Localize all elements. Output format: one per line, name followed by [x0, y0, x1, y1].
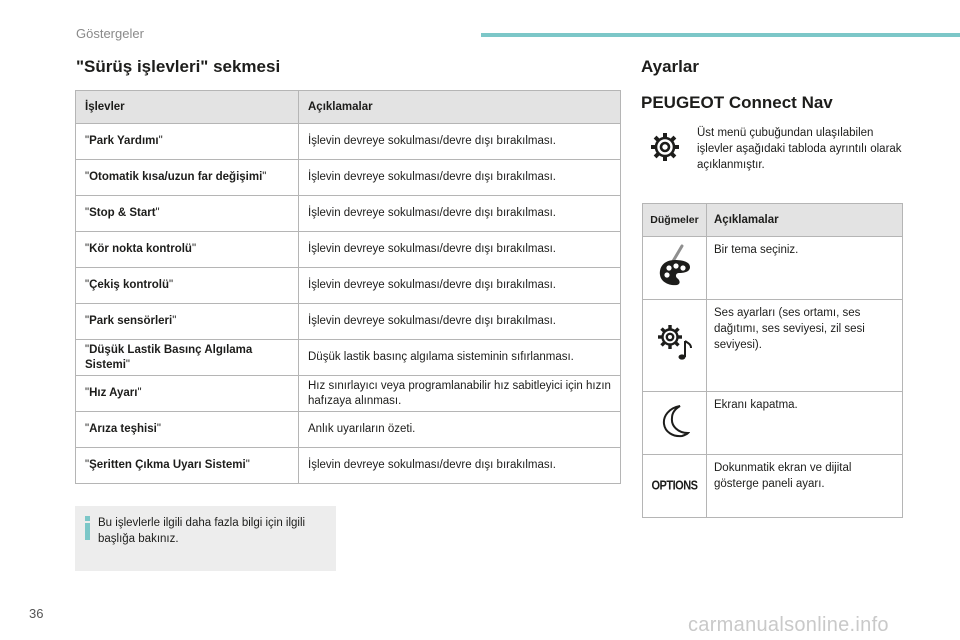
gear-icon: [649, 131, 681, 163]
function-desc: İşlevin devreye sokulması/devre dışı bırakılması.: [299, 124, 621, 160]
button-desc: Dokunmatik ekran ve dijital gösterge paneli ayarı.: [707, 455, 903, 518]
function-name-cell: "Park Yardımı": [76, 124, 299, 160]
button-desc: Ekranı kapatma.: [707, 392, 903, 455]
function-name: Şeritten Çıkma Uyarı Sistemi: [89, 459, 246, 471]
table-header-row: [643, 204, 903, 237]
info-note-text: Bu işlevlerle ilgili daha fazla bilgi için ilgili başlığa bakınız.: [98, 517, 306, 545]
function-name-cell: "Şeritten Çıkma Uyarı Sistemi": [76, 448, 299, 484]
table-row: [76, 376, 621, 412]
settings-intro-text: Üst menü çubuğundan ulaşılabilen işlevler aşağıdaki tabloda ayrıntılı olarak açıklanmıştır.: [697, 127, 902, 171]
button-desc: Bir tema seçiniz.: [707, 237, 903, 300]
page-number: 36: [29, 606, 44, 621]
column-header-buttons: Düğmeler: [643, 204, 707, 237]
function-name: Çekiş kontrolü: [89, 279, 169, 291]
function-name-cell: "Stop & Start": [76, 196, 299, 232]
table-row: [76, 268, 621, 304]
table-row: [76, 412, 621, 448]
options-button: [643, 455, 707, 518]
function-name: Otomatik kısa/uzun far değişimi: [89, 171, 263, 183]
function-name: Park sensörleri: [89, 315, 173, 327]
button-desc: Ses ayarları (ses ortamı, ses dağıtımı, ses seviyesi, zil sesi seviyesi).: [707, 300, 903, 392]
function-desc: Düşük lastik basınç algılama sisteminin sıfırlanması.: [299, 340, 621, 376]
moon-icon: [643, 392, 707, 455]
table-row: [76, 448, 621, 484]
function-name-cell: "Çekiş kontrolü": [76, 268, 299, 304]
function-desc: Hız sınırlayıcı veya programlanabilir hız sabitleyici için hızın hafızaya alınması.: [299, 376, 621, 412]
function-name-cell: "Park sensörleri": [76, 304, 299, 340]
header-accent-bar: [481, 33, 960, 37]
watermark: carmanualsonline.info: [688, 614, 889, 636]
function-desc: İşlevin devreye sokulması/devre dışı bırakılması.: [299, 196, 621, 232]
settings-title: Ayarlar: [641, 57, 699, 76]
buttons-table: [642, 203, 903, 518]
table-row: [76, 304, 621, 340]
section-title: "Sürüş işlevleri" sekmesi: [76, 57, 281, 76]
function-name: Stop & Start: [89, 207, 156, 219]
table-row: [643, 300, 903, 392]
table-row: [76, 124, 621, 160]
function-desc: İşlevin devreye sokulması/devre dışı bırakılması.: [299, 448, 621, 484]
function-name-cell: "Arıza teşhisi": [76, 412, 299, 448]
info-icon: [83, 516, 93, 540]
table-row: [643, 237, 903, 300]
function-desc: İşlevin devreye sokulması/devre dışı bırakılması.: [299, 232, 621, 268]
function-name: Kör nokta kontrolü: [89, 243, 192, 255]
column-header-functions: İşlevler: [76, 91, 299, 124]
function-desc: İşlevin devreye sokulması/devre dışı bırakılması.: [299, 304, 621, 340]
table-row: [76, 160, 621, 196]
table-row: [643, 455, 903, 518]
sound-settings-icon: [643, 300, 707, 392]
table-row: [76, 340, 621, 376]
column-header-descriptions: Açıklamalar: [707, 204, 903, 237]
table-row: [643, 392, 903, 455]
connect-nav-subtitle: PEUGEOT Connect Nav: [641, 93, 833, 112]
function-name-cell: "Kör nokta kontrolü": [76, 232, 299, 268]
table-row: [76, 196, 621, 232]
table-header-row: [76, 91, 621, 124]
function-desc: İşlevin devreye sokulması/devre dışı bırakılması.: [299, 268, 621, 304]
function-name-cell: "Düşük Lastik Basınç Algılama Sistemi": [76, 340, 299, 376]
function-desc: Anlık uyarıların özeti.: [299, 412, 621, 448]
function-name: Hız Ayarı: [89, 387, 138, 399]
function-desc: İşlevin devreye sokulması/devre dışı bırakılması.: [299, 160, 621, 196]
header-section-title: Göstergeler: [76, 26, 144, 41]
function-name: Arıza teşhisi: [89, 423, 157, 435]
column-header-descriptions: Açıklamalar: [299, 91, 621, 124]
function-name-cell: "Otomatik kısa/uzun far değişimi": [76, 160, 299, 196]
function-name: Park Yardımı: [89, 135, 159, 147]
function-name-cell: "Hız Ayarı": [76, 376, 299, 412]
palette-icon: [643, 237, 707, 300]
info-note: [75, 506, 336, 571]
table-row: [76, 232, 621, 268]
function-name: Düşük Lastik Basınç Algılama Sistemi: [85, 343, 253, 371]
options-label: OPTIONS: [651, 479, 698, 493]
functions-table: [75, 90, 621, 484]
